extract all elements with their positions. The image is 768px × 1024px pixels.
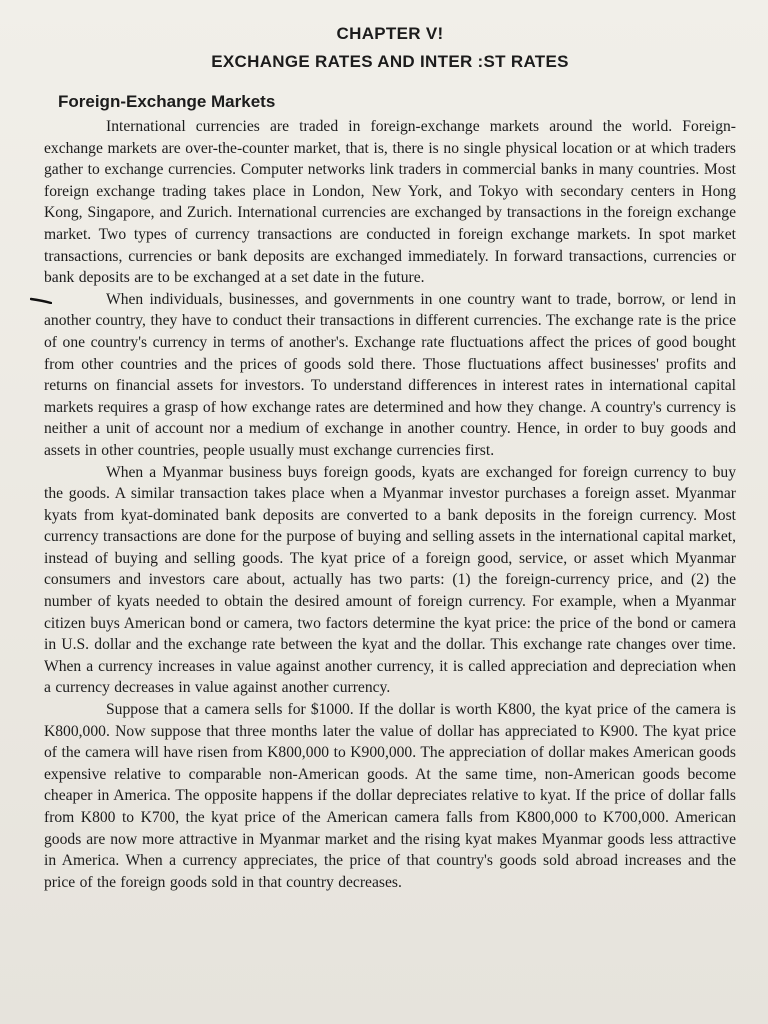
paragraph-4: Suppose that a camera sells for $1000. If the dollar is worth K800, the kyat price of the camera is K800,000. Now suppose that three months later the value of dollar has appreciated to K900. The kyat price of the camera will have risen from K800,000 to K900,000. The appreciation of dollar makes American goods expensive relative to comparable non-American goods. At the same time, non-American goods become cheaper in America. The opposite happens if the dollar depreciates relative to kyat. If the price of dollar falls from K800 to K700, the kyat price of the American camera falls from K800,000 to K700,000. American goods are now more attractive in Myanmar market and the rising kyat makes Myanmar goods less attractive in America. When a currency appreciates, the price of that country's goods sold abroad increases and the price of the foreign goods sold in that country decreases. bbox=[44, 701, 736, 891]
pen-mark-icon bbox=[30, 297, 52, 304]
paragraph-1: International currencies are traded in foreign-exchange markets around the world. Foreign-exchange markets are over-the-counter market, that is, there is no single physical location or at which traders gather to exchange currencies. Computer networks link traders in commercial banks in many countries. Most foreign exchange trading takes place in London, New York, and Tokyo with secondary centers in Hong Kong, Singapore, and Zurich. International currencies are exchanged by transactions in the foreign exchange market. Two types of currency transactions are conducted in foreign exchange markets. In spot market transactions, currencies or bank deposits are exchanged immediately. In forward transactions, currencies or bank deposits are to be exchanged at a set date in the future. bbox=[44, 118, 736, 287]
chapter-label: CHAPTER V! bbox=[336, 24, 444, 43]
section-heading: Foreign-Exchange Markets bbox=[58, 92, 276, 111]
paragraph-2: When individuals, businesses, and governments in one country want to trade, borrow, or lend in another country, they have to conduct their transactions in different currencies. The exchange rate is the price of one country's currency in terms of another's. Exchange rate fluctuations affect the prices of good bought from other countries and the prices of goods sold there. Those fluctuations affect businesses' profits and returns on financial assets for investors. To understand differences in interest rates in international capital markets requires a grasp of how exchange rates are determined and how they change. A country's currency is neither a unit of account nor a medium of exchange in another country. Hence, in order to buy goods and assets in other countries, people usually must exchange currencies first. bbox=[44, 290, 736, 459]
chapter-title: EXCHANGE RATES AND INTER :ST RATES bbox=[211, 52, 569, 71]
paragraph-3: When a Myanmar business buys foreign goods, kyats are exchanged for foreign currency to buy the goods. A similar transaction takes place when a Myanmar investor purchases a foreign asset. Myanmar kyats from kyat-dominated bank deposits are converted to a bank deposits in the foreign currency. Most currency transactions are done for the purpose of buying and selling assets in the international capital market, instead of buying and selling goods. The kyat price of a foreign good, service, or asset which Myanmar consumers and investors care about, actually has two parts: (1) the foreign-currency price, and (2) the number of kyats needed to obtain the desired amount of foreign currency. For example, when a Myanmar citizen buys American bond or camera, two factors determine the kyat price: the price of the bond or camera in U.S. dollar and the exchange rate between the kyat and the dollar. This exchange rate changes over time. When a currency increases in value against another currency, it is called appreciation and depreciation when a currency decreases in value against another currency. bbox=[44, 463, 736, 697]
